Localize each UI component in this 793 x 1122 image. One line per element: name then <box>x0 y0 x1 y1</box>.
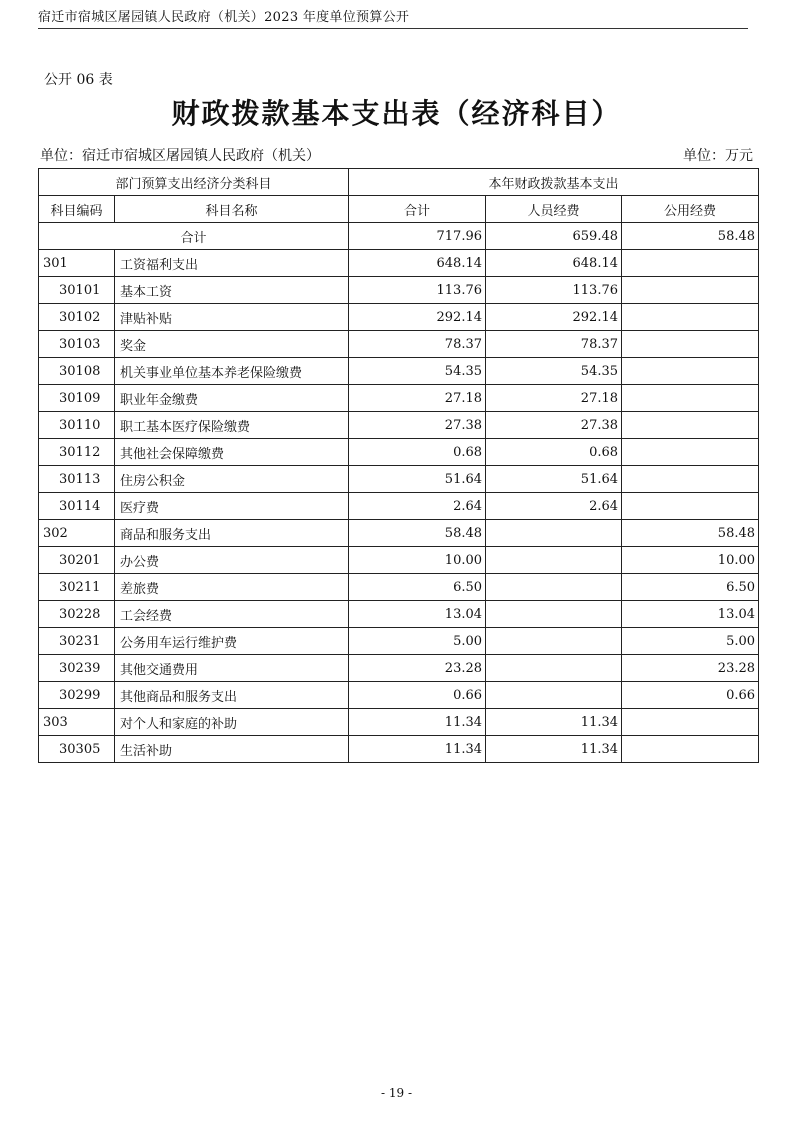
total-label: 合计 <box>39 223 349 250</box>
row-code: 30112 <box>39 439 115 466</box>
row-total: 0.68 <box>349 439 486 466</box>
row-total: 292.14 <box>349 304 486 331</box>
group-header-classification: 部门预算支出经济分类科目 <box>39 169 349 196</box>
row-name: 津贴补贴 <box>115 304 349 331</box>
table-row <box>39 520 759 547</box>
row-name: 职业年金缴费 <box>115 385 349 412</box>
table-row <box>39 601 759 628</box>
row-code: 30201 <box>39 547 115 574</box>
table-row <box>39 709 759 736</box>
row-name: 公务用车运行维护费 <box>115 628 349 655</box>
row-code: 30101 <box>39 277 115 304</box>
row-total: 27.38 <box>349 412 486 439</box>
row-total: 648.14 <box>349 250 486 277</box>
row-public <box>622 358 759 385</box>
row-personnel <box>486 628 622 655</box>
table-row <box>39 439 759 466</box>
total-amount: 717.96 <box>349 223 486 250</box>
row-code: 30239 <box>39 655 115 682</box>
table-row <box>39 736 759 763</box>
row-public <box>622 493 759 520</box>
table-row <box>39 412 759 439</box>
row-code: 303 <box>39 709 115 736</box>
column-header-public: 公用经费 <box>622 196 759 223</box>
row-name: 机关事业单位基本养老保险缴费 <box>115 358 349 385</box>
row-public: 13.04 <box>622 601 759 628</box>
row-public: 23.28 <box>622 655 759 682</box>
table-row <box>39 250 759 277</box>
row-personnel: 2.64 <box>486 493 622 520</box>
column-header-name: 科目名称 <box>115 196 349 223</box>
row-personnel <box>486 547 622 574</box>
group-header-row <box>39 169 759 196</box>
column-header-row <box>39 196 759 223</box>
row-code: 301 <box>39 250 115 277</box>
row-personnel <box>486 601 622 628</box>
row-personnel <box>486 682 622 709</box>
row-code: 30109 <box>39 385 115 412</box>
row-code: 30113 <box>39 466 115 493</box>
row-public: 10.00 <box>622 547 759 574</box>
row-name: 工会经费 <box>115 601 349 628</box>
row-personnel: 51.64 <box>486 466 622 493</box>
row-code: 30211 <box>39 574 115 601</box>
row-total: 54.35 <box>349 358 486 385</box>
row-public <box>622 331 759 358</box>
row-name: 基本工资 <box>115 277 349 304</box>
row-name: 生活补助 <box>115 736 349 763</box>
row-public <box>622 304 759 331</box>
row-public <box>622 736 759 763</box>
row-name: 住房公积金 <box>115 466 349 493</box>
row-name: 工资福利支出 <box>115 250 349 277</box>
row-name: 其他交通费用 <box>115 655 349 682</box>
row-personnel: 11.34 <box>486 709 622 736</box>
table-row <box>39 331 759 358</box>
row-code: 30114 <box>39 493 115 520</box>
row-code: 30108 <box>39 358 115 385</box>
row-public: 5.00 <box>622 628 759 655</box>
total-personnel: 659.48 <box>486 223 622 250</box>
row-total: 23.28 <box>349 655 486 682</box>
row-public <box>622 412 759 439</box>
table-row <box>39 628 759 655</box>
table-row <box>39 682 759 709</box>
row-total: 6.50 <box>349 574 486 601</box>
table-row <box>39 304 759 331</box>
row-name: 其他商品和服务支出 <box>115 682 349 709</box>
row-total: 5.00 <box>349 628 486 655</box>
row-personnel <box>486 574 622 601</box>
column-header-personnel: 人员经费 <box>486 196 622 223</box>
row-code: 30231 <box>39 628 115 655</box>
row-code: 30110 <box>39 412 115 439</box>
row-total: 0.66 <box>349 682 486 709</box>
running-header: 宿迁市宿城区屠园镇人民政府（机关）2023 年度单位预算公开 <box>38 6 748 29</box>
row-personnel: 292.14 <box>486 304 622 331</box>
row-total: 78.37 <box>349 331 486 358</box>
row-name: 奖金 <box>115 331 349 358</box>
table-row <box>39 493 759 520</box>
table-row <box>39 466 759 493</box>
row-code: 30299 <box>39 682 115 709</box>
row-public <box>622 385 759 412</box>
column-header-code: 科目编码 <box>39 196 115 223</box>
row-total: 51.64 <box>349 466 486 493</box>
row-code: 30102 <box>39 304 115 331</box>
row-name: 对个人和家庭的补助 <box>115 709 349 736</box>
row-name: 差旅费 <box>115 574 349 601</box>
row-public <box>622 277 759 304</box>
row-personnel: 0.68 <box>486 439 622 466</box>
row-name: 其他社会保障缴费 <box>115 439 349 466</box>
row-personnel <box>486 520 622 547</box>
row-code: 302 <box>39 520 115 547</box>
row-total: 13.04 <box>349 601 486 628</box>
table-row <box>39 358 759 385</box>
table-row <box>39 277 759 304</box>
row-total: 11.34 <box>349 736 486 763</box>
row-total: 10.00 <box>349 547 486 574</box>
row-personnel: 78.37 <box>486 331 622 358</box>
currency-unit-label: 单位：万元 <box>683 148 753 164</box>
table-row <box>39 574 759 601</box>
row-public: 6.50 <box>622 574 759 601</box>
row-public <box>622 439 759 466</box>
row-total: 11.34 <box>349 709 486 736</box>
page-title: 财政拨款基本支出表（经济科目） <box>171 97 622 130</box>
table-row <box>39 655 759 682</box>
row-personnel <box>486 655 622 682</box>
row-public <box>622 250 759 277</box>
row-code: 30103 <box>39 331 115 358</box>
row-name: 医疗费 <box>115 493 349 520</box>
row-total: 58.48 <box>349 520 486 547</box>
row-public: 58.48 <box>622 520 759 547</box>
group-header-basic-expenditure: 本年财政拨款基本支出 <box>349 169 759 196</box>
column-header-total: 合计 <box>349 196 486 223</box>
unit-label: 单位：宿迁市宿城区屠园镇人民政府（机关） <box>40 148 320 164</box>
total-row <box>39 223 759 250</box>
row-public <box>622 709 759 736</box>
page-number: - 19 - <box>380 1086 412 1100</box>
row-name: 商品和服务支出 <box>115 520 349 547</box>
total-public: 58.48 <box>622 223 759 250</box>
row-public <box>622 466 759 493</box>
row-total: 113.76 <box>349 277 486 304</box>
row-name: 职工基本医疗保险缴费 <box>115 412 349 439</box>
row-personnel: 54.35 <box>486 358 622 385</box>
table-number: 公开 06 表 <box>44 72 113 88</box>
row-personnel: 11.34 <box>486 736 622 763</box>
row-personnel: 27.18 <box>486 385 622 412</box>
table-row <box>39 385 759 412</box>
row-personnel: 113.76 <box>486 277 622 304</box>
row-personnel: 27.38 <box>486 412 622 439</box>
table-row <box>39 547 759 574</box>
row-code: 30228 <box>39 601 115 628</box>
row-code: 30305 <box>39 736 115 763</box>
row-public: 0.66 <box>622 682 759 709</box>
row-name: 办公费 <box>115 547 349 574</box>
row-total: 2.64 <box>349 493 486 520</box>
row-personnel: 648.14 <box>486 250 622 277</box>
row-total: 27.18 <box>349 385 486 412</box>
budget-table <box>38 168 759 763</box>
